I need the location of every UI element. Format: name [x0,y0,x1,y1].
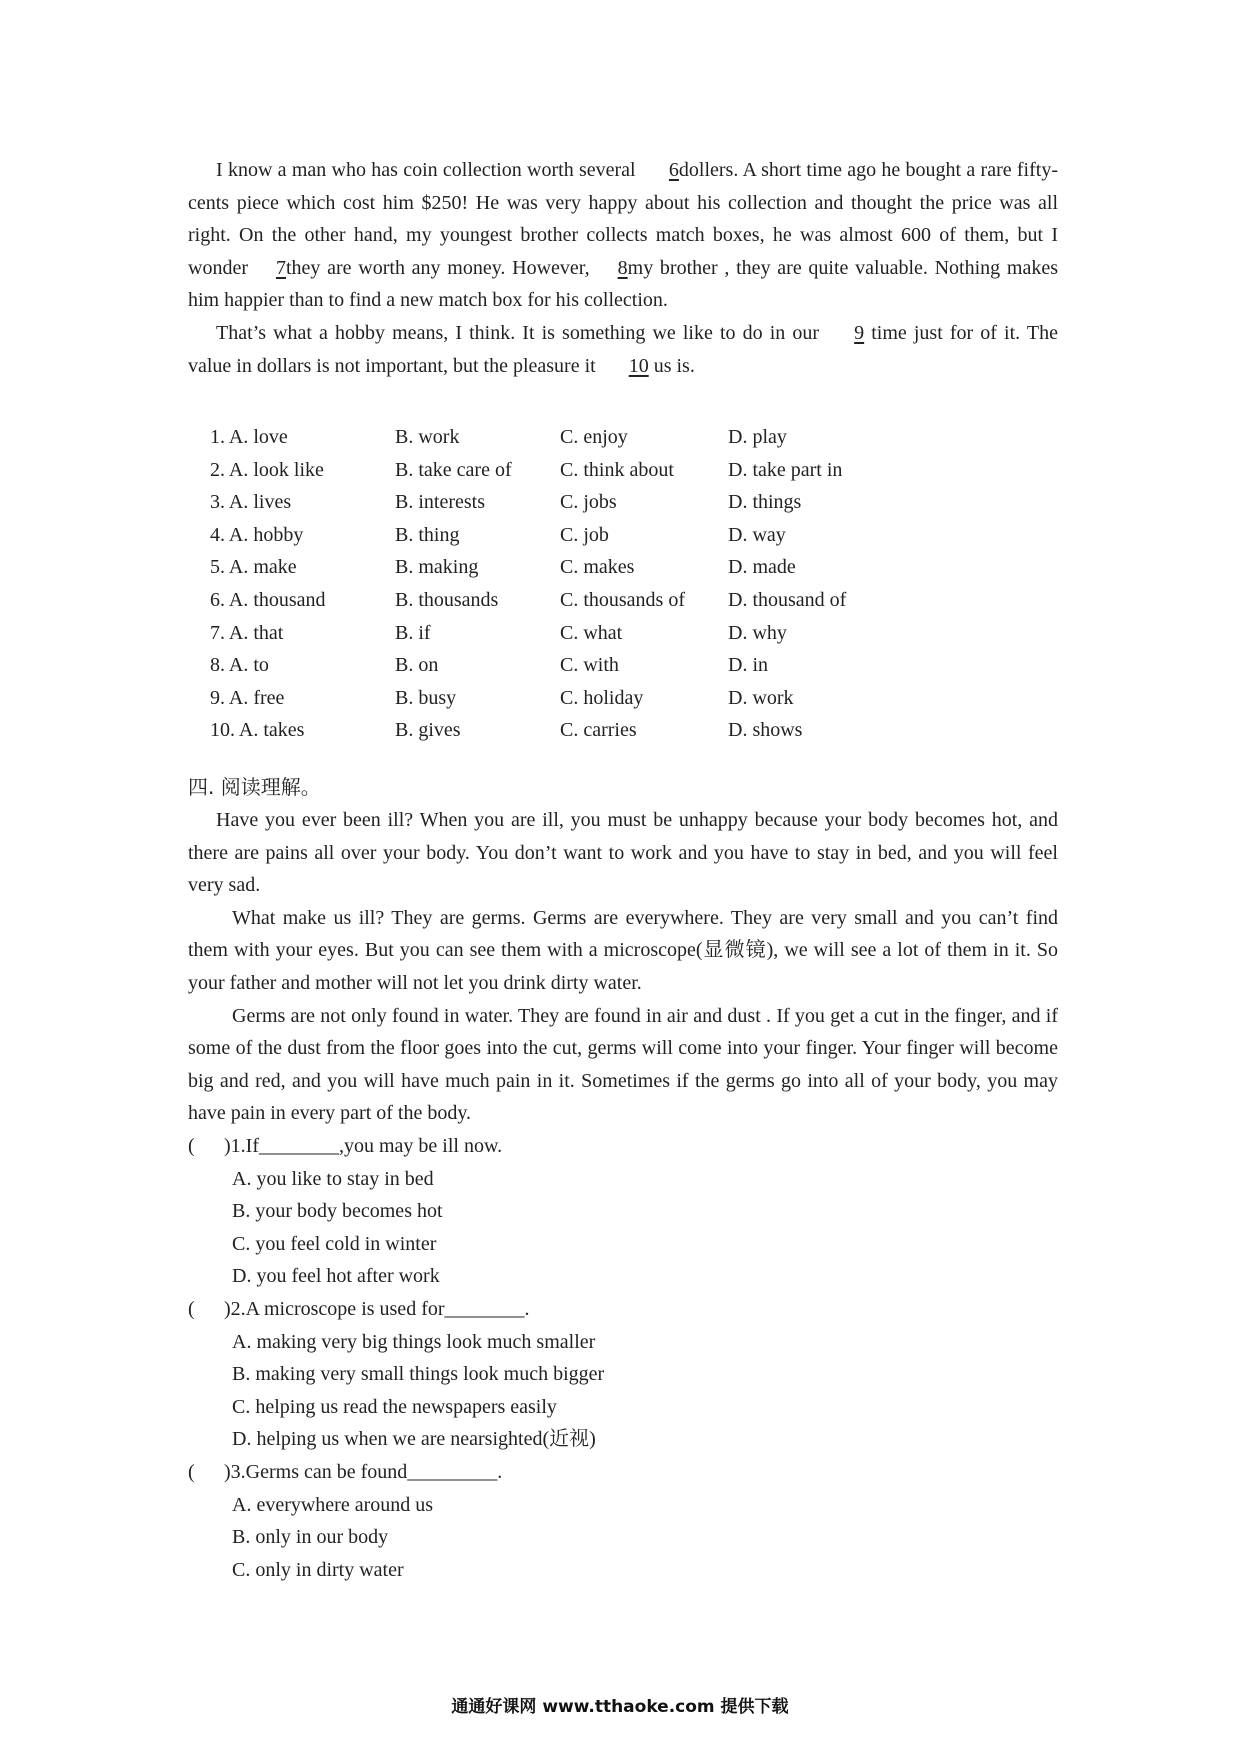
text-span: I know a man who has coin collection worth several [216,159,641,181]
option-choice: B. on [395,654,439,677]
option-choice: D. play [728,426,787,448]
option-choice: C. enjoy [560,426,628,448]
option-choice: B. if [395,621,431,644]
option-row [210,649,1010,682]
answer-bracket: ( [188,1135,195,1157]
option-row [210,454,1010,487]
option-choice: 2. A. look like [210,458,324,481]
option-choice: C. what [560,621,623,644]
option-row [210,714,1010,747]
option-choice: 3. A. lives [210,491,292,514]
option-choice: C. thousands of [560,589,685,611]
option-choice: B. thousands [395,589,499,611]
answer-option: C. only in dirty water [232,1558,404,1581]
option-row [210,617,1010,650]
answer-option: B. your body becomes hot [232,1200,443,1223]
answer-option: B. only in our body [232,1526,389,1549]
question-text: )1.If________,you may be ill now. [224,1135,503,1157]
text-span: That’s what a hobby means, I think. It is something we like to do in our [216,321,827,344]
reading-passage [188,804,1058,1130]
option-choice: B. making [395,556,479,579]
text-span: dollers. A short time ago he bought a rare fifty-cents piece which cost him $250! He was very happy about his collection and thought the price was all right. On the other hand, my youngest brother collects match boxes, he was almost 600 of them, but I wonder [188,159,1058,279]
answer-bracket: ( [188,1461,195,1483]
answer-option: C. helping us read the newspapers easily [232,1395,557,1418]
blank-7: 7 [275,256,286,279]
option-row [210,421,1010,454]
answer-option: B. making very small things look much bigger [232,1363,605,1386]
option-choice: D. made [728,556,796,579]
text-span: my brother , they are quite valuable. Nothing makes him happier than to find a new match box for his collection. [188,256,1058,312]
question-stem [188,1293,530,1326]
option-choice: 7. A. that [210,621,284,644]
option-row [210,486,1010,519]
option-choice: D. why [728,621,787,644]
option-choice: 6. A. thousand [210,589,326,611]
option-choice: 8. A. to [210,654,269,677]
blank-6: 6 [668,159,679,181]
option-choice: C. with [560,654,619,677]
answer-option: A. you like to stay in bed [232,1167,434,1190]
answer-option: A. making very big things look much smaller [232,1330,596,1353]
section-title: 四. 阅读理解。 [188,775,321,799]
blank-9: 9 [854,321,865,344]
option-row [210,519,1010,552]
option-choice: B. work [395,426,460,448]
footer-source: 通通好课网 www.tthaoke.com 提供下载 [451,1697,789,1717]
option-choice: C. makes [560,556,635,579]
option-choice: 5. A. make [210,556,297,579]
option-choice: D. way [728,523,786,546]
answer-option: D. you feel hot after work [232,1265,440,1288]
option-choice: B. interests [395,491,485,514]
option-choice: C. think about [560,458,674,481]
question-text: )2.A microscope is used for________. [224,1298,530,1320]
cloze-paragraph-1 [188,154,1058,317]
question-stem [188,1456,502,1489]
option-choice: C. jobs [560,491,617,514]
option-choice: D. things [728,491,802,514]
option-choice: 9. A. free [210,686,285,709]
text-span: us is. [648,354,695,377]
answer-option: C. you feel cold in winter [232,1232,437,1255]
option-choice: C. holiday [560,686,644,709]
option-choice: B. busy [395,686,457,709]
blank-8: 8 [617,256,628,279]
answer-bracket: ( [188,1298,195,1320]
option-choice: 1. A. love [210,426,288,448]
reading-paragraph-1: Have you ever been ill? When you are ill, you must be unhappy because your body becomes hot, and there are pains all over your body. You don’t want to work and you have to stay in bed, and you will feel very sad. [188,809,1058,897]
answer-option: A. everywhere around us [232,1493,434,1516]
cloze-passage [188,154,1058,382]
reading-paragraph-2: What make us ill? They are germs. Germs are everywhere. They are very small and you can’t find them with your eyes. But you can see them with a microscope(显微镜), we will see a lot of them in it. So your father and mother will not let you drink dirty water. [188,906,1058,994]
option-choice: 4. A. hobby [210,523,304,546]
option-choice: D. take part in [728,458,843,481]
option-choice: B. gives [395,719,461,742]
option-choice: C. job [560,523,609,546]
text-span: they are worth any money. However, [285,256,590,279]
option-choice: B. take care of [395,458,512,481]
option-choice: D. shows [728,719,803,742]
cloze-paragraph-2 [188,317,1058,382]
option-row [210,584,1010,617]
question-stem [188,1130,502,1163]
blank-10: 10 [628,354,649,377]
option-choice: 10. A. takes [210,719,305,742]
text-span: time just for of it. The value in dollars is not important, but the pleasure it [188,321,1058,377]
option-choice: D. thousand of [728,589,847,611]
reading-paragraph-3: Germs are not only found in water. They are found in air and dust . If you get a cut in the finger, and if some of the dust from the floor goes into the cut, germs will come into your finger. Your finger will become big and red, and you will have much pain in it. Sometimes if the germs go into all of your body, you may have pain in every part of the body. [188,1004,1058,1125]
option-choice: B. thing [395,523,460,546]
answer-option: D. helping us when we are nearsighted(近视) [232,1428,596,1451]
option-choice: D. in [728,654,768,677]
option-row [210,682,1010,715]
option-row [210,551,1010,584]
question-text: )3.Germs can be found_________. [224,1461,503,1483]
option-choice: C. carries [560,719,637,742]
option-choice: D. work [728,686,794,709]
